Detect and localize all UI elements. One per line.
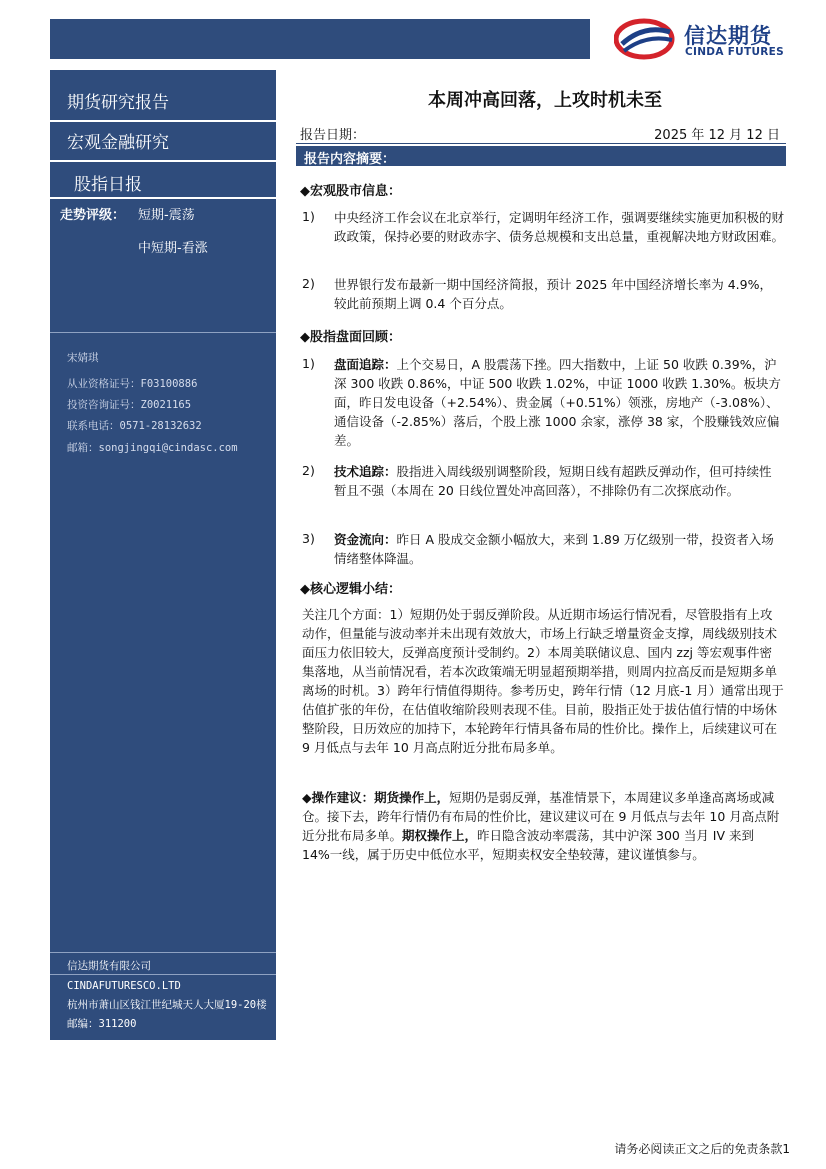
summary-label: 报告内容摘要： [304,152,396,167]
section-heading-review: ◆股指盘面回顾： [300,330,401,345]
sidebar-divider [50,952,276,953]
review-item-lead: 资金流向： [334,532,397,547]
macro-item-text: 中央经济工作会议在北京举行，定调明年经济工作，强调要继续实施更加积极的财政政策，保持必要的财政赤字、债务总规模和支出总量，重视解决地方财政困难。 [334,210,785,244]
report-title: 本周冲高回落，上攻时机未至 [428,90,662,111]
review-item-lead: 技术追踪： [334,464,397,479]
disclaimer-footer: 请务必阅读正文之后的免责条款1 [614,1142,790,1156]
rating-short-term: 短期-震荡 [138,208,195,223]
futures-operation-lead: 期货操作上， [374,790,450,805]
section-heading-macro: ◆宏观股市信息： [300,184,401,199]
report-date-label: 报告日期： [300,128,366,143]
item-number: 3) [302,531,315,546]
analyst-license: 从业资格证号：F03100886 [67,378,198,390]
report-date-value: 2025 年 12 月 12 日 [654,128,780,143]
item-number: 1) [302,209,315,224]
logo-english-name: CINDA FUTURES [685,46,785,58]
sidebar-title-macro: 宏观金融研究 [67,133,169,153]
header-bar [50,19,590,59]
review-item-lead: 盘面追踪： [334,357,397,372]
analyst-advisory-license: 投资咨询证号：Z0021165 [67,399,192,411]
item-number: 2) [302,463,315,478]
analyst-name: 宋婧琪 [67,352,99,364]
review-item-text: 昨日 A 股成交金额小幅放大，来到 1.89 万亿级别一带，投资者入场情绪整体降温。 [334,532,774,566]
cinda-logo-icon [614,18,676,60]
review-item [334,355,784,450]
sidebar-divider [50,120,276,122]
review-item-text: 股指进入周线级别调整阶段，短期日线有超跌反弹动作，但可持续性暂且不强（本周在 20 日线位置处冲高回落），不排除仍有二次探底动作。 [334,464,772,498]
company-english-name: CINDAFUTURESCO.LTD [67,980,181,992]
review-item-text: 上个交易日，A 股震荡下挫。四大指数中，上证 50 收跌 0.39%，沪深 300 收跌 0.86%，中证 500 收跌 1.02%，中证 1000 收跌 1.30%。板块方面，昨日发电设备（+2.54%）、贵金属（+0.51%）领涨，房地产（-3.08%）、通信设备（-2.85%）落后，个股上涨 1000 余家，涨停 38 家，个股赚钱效应偏差。 [334,357,781,448]
analyst-phone: 联系电话：0571-28132632 [67,420,202,432]
company-postcode: 邮编：311200 [67,1018,137,1030]
logo-chinese-name: 信达期货 [684,24,772,48]
section-heading-logic: ◆核心逻辑小结： [300,582,401,597]
sidebar-divider [50,197,276,199]
macro-item-text: 世界银行发布最新一期中国经济简报，预计 2025 年中国经济增长率为 4.9%，较此前预期上调 0.4 个百分点。 [334,277,772,311]
company-name: 信达期货有限公司 [67,960,151,972]
sidebar-title-daily: 股指日报 [74,175,142,195]
review-item [334,462,784,500]
item-number: 2) [302,276,315,291]
item-number: 1) [302,356,315,371]
company-address: 杭州市萧山区钱江世纪城天人大厦19-20楼 [67,999,267,1011]
options-operation-text: 昨日隐含波动率震荡，其中沪深 300 当月 IV 来到 14%一线，属于历史中低位水平，短期卖权安全垫较薄，建议谨慎参与。 [302,828,755,862]
sidebar-divider [50,974,276,975]
operation-heading: ◆操作建议： [302,790,375,805]
date-underline [296,143,786,144]
analyst-email: 邮箱：songjingqi@cindasc.com [67,442,238,454]
logic-summary-text: 关注几个方面：1）短期仍处于弱反弹阶段。从近期市场运行情况看，尽管股指有上攻动作，但量能与波动率并未出现有效放大，市场上行缺乏增量资金支撑，周线级别技术面压力依旧较大，反弹高度预计受制约。2）本周美联储议息、国内 zzj 等宏观事件密集落地，从当前情况看，若本次政策端无明显超预期举措，则周内拉高反而是短期多单离场的时机。3）跨年行情值得期待。参考历史，跨年行情（12 月底-1 月）通常出现于估值扩张的年份，在估值收缩阶段则表现不佳。目前，股指正处于拔估值行情的中场休整阶段，日历效应的加持下，本轮跨年行情具备布局的性价比。操作上，后续建议可在 9 月低点与去年 10 月高点附近分批布局多单。 [302,607,784,755]
summary-header-bar [296,146,786,166]
cinda-logo [614,18,804,60]
sidebar [50,70,276,1040]
options-operation-lead: 期权操作上， [402,828,478,843]
sidebar-divider [50,332,276,333]
review-item [334,530,784,568]
rating-label: 走势评级： [60,208,126,223]
rating-mid-term: 中短期-看涨 [138,241,208,256]
sidebar-divider [50,160,276,162]
operation-advice [302,788,784,864]
futures-operation-text: 短期仍是弱反弹，基准情景下，本周建议多单逢高离场或减仓。接下去，跨年行情仍有布局的性价比，建议建议可在 9 月低点与去年 10 月高点附近分批布局多单。 [302,790,780,843]
sidebar-title-research: 期货研究报告 [67,93,169,113]
